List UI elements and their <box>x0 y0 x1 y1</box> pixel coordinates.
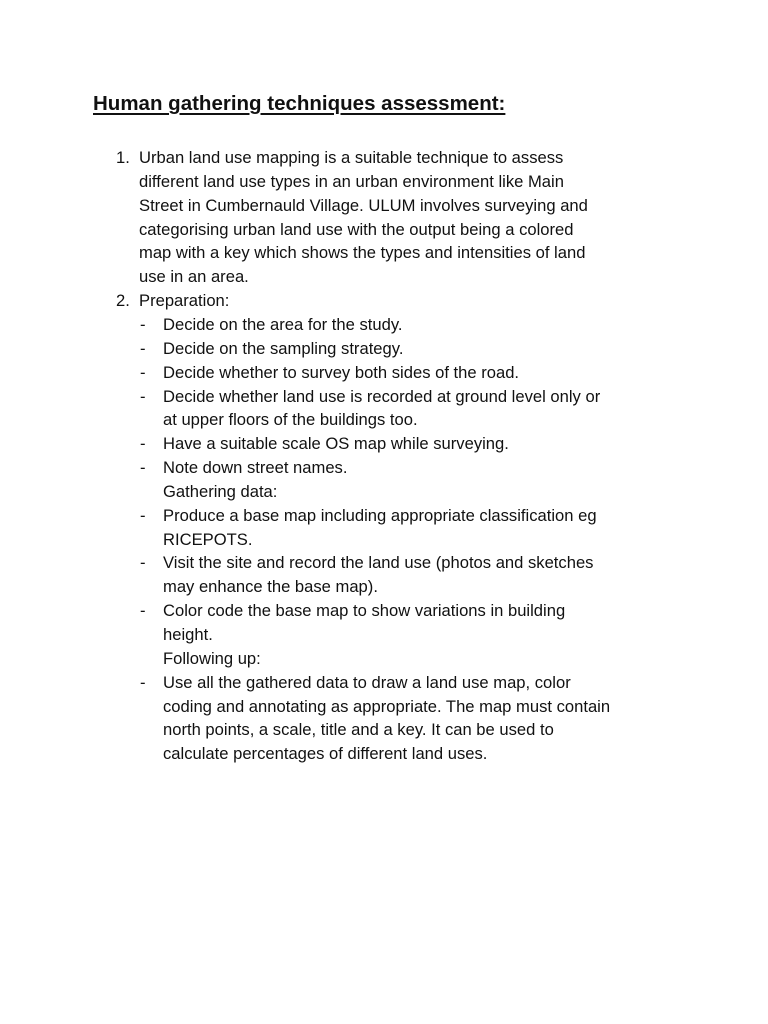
bullet-text: calculate percentages of different land uses. <box>163 744 488 764</box>
subheading-text: Following up: <box>163 648 261 668</box>
paragraph-line: map with a key which shows the types and intensities of land <box>139 243 586 263</box>
bullet-text: north points, a scale, title and a key. It can be used to <box>163 720 554 740</box>
bullet-dash: - <box>140 362 146 382</box>
bullet-text: coding and annotating as appropriate. The map must contain <box>163 696 611 716</box>
page-title: Human gathering techniques assessment: <box>93 92 506 115</box>
bullet-dash: - <box>140 672 146 692</box>
list-number: 2. <box>116 291 130 311</box>
bullet-text: Note down street names. <box>163 458 348 478</box>
bullet-dash: - <box>140 434 146 454</box>
bullet-dash: - <box>140 338 146 358</box>
bullet-dash: - <box>140 601 146 621</box>
bullet-text: Color code the base map to show variations in building <box>163 601 566 621</box>
bullet-text: Have a suitable scale OS map while surveying. <box>163 434 509 454</box>
paragraph-line: different land use types in an urban environment like Main <box>139 171 564 191</box>
bullet-text: Produce a base map including appropriate classification eg <box>163 505 597 525</box>
list-number: 1. <box>116 148 130 167</box>
bullet-dash: - <box>140 505 146 525</box>
bullet-text: height. <box>163 625 213 644</box>
bullet-dash: - <box>140 314 146 334</box>
bullet-text: may enhance the base map). <box>163 577 378 597</box>
bullet-text: Use all the gathered data to draw a land use map, color <box>163 672 571 692</box>
bullet-text: RICEPOTS. <box>163 529 253 549</box>
bullet-text: Decide on the area for the study. <box>163 314 403 334</box>
bullet-text: Visit the site and record the land use (photos and sketches <box>163 553 594 573</box>
paragraph-line: Street in Cumbernauld Village. ULUM involves surveying and <box>139 195 588 215</box>
bullet-text: Decide whether to survey both sides of the road. <box>163 362 520 382</box>
subheading-text: Gathering data: <box>163 481 278 501</box>
paragraph-line: Urban land use mapping is a suitable technique to assess <box>139 148 564 167</box>
bullet-text: Decide on the sampling strategy. <box>163 338 404 358</box>
bullet-dash: - <box>140 386 146 406</box>
paragraph-line: use in an area. <box>139 267 249 287</box>
bullet-text: at upper floors of the buildings too. <box>163 410 418 430</box>
section-heading-preparation: Preparation: <box>139 291 230 311</box>
bullet-text: Decide whether land use is recorded at ground level only or <box>163 386 601 406</box>
bullet-dash: - <box>140 553 146 573</box>
bullet-dash: - <box>140 458 146 478</box>
paragraph-line: categorising urban land use with the output being a colored <box>139 219 574 239</box>
